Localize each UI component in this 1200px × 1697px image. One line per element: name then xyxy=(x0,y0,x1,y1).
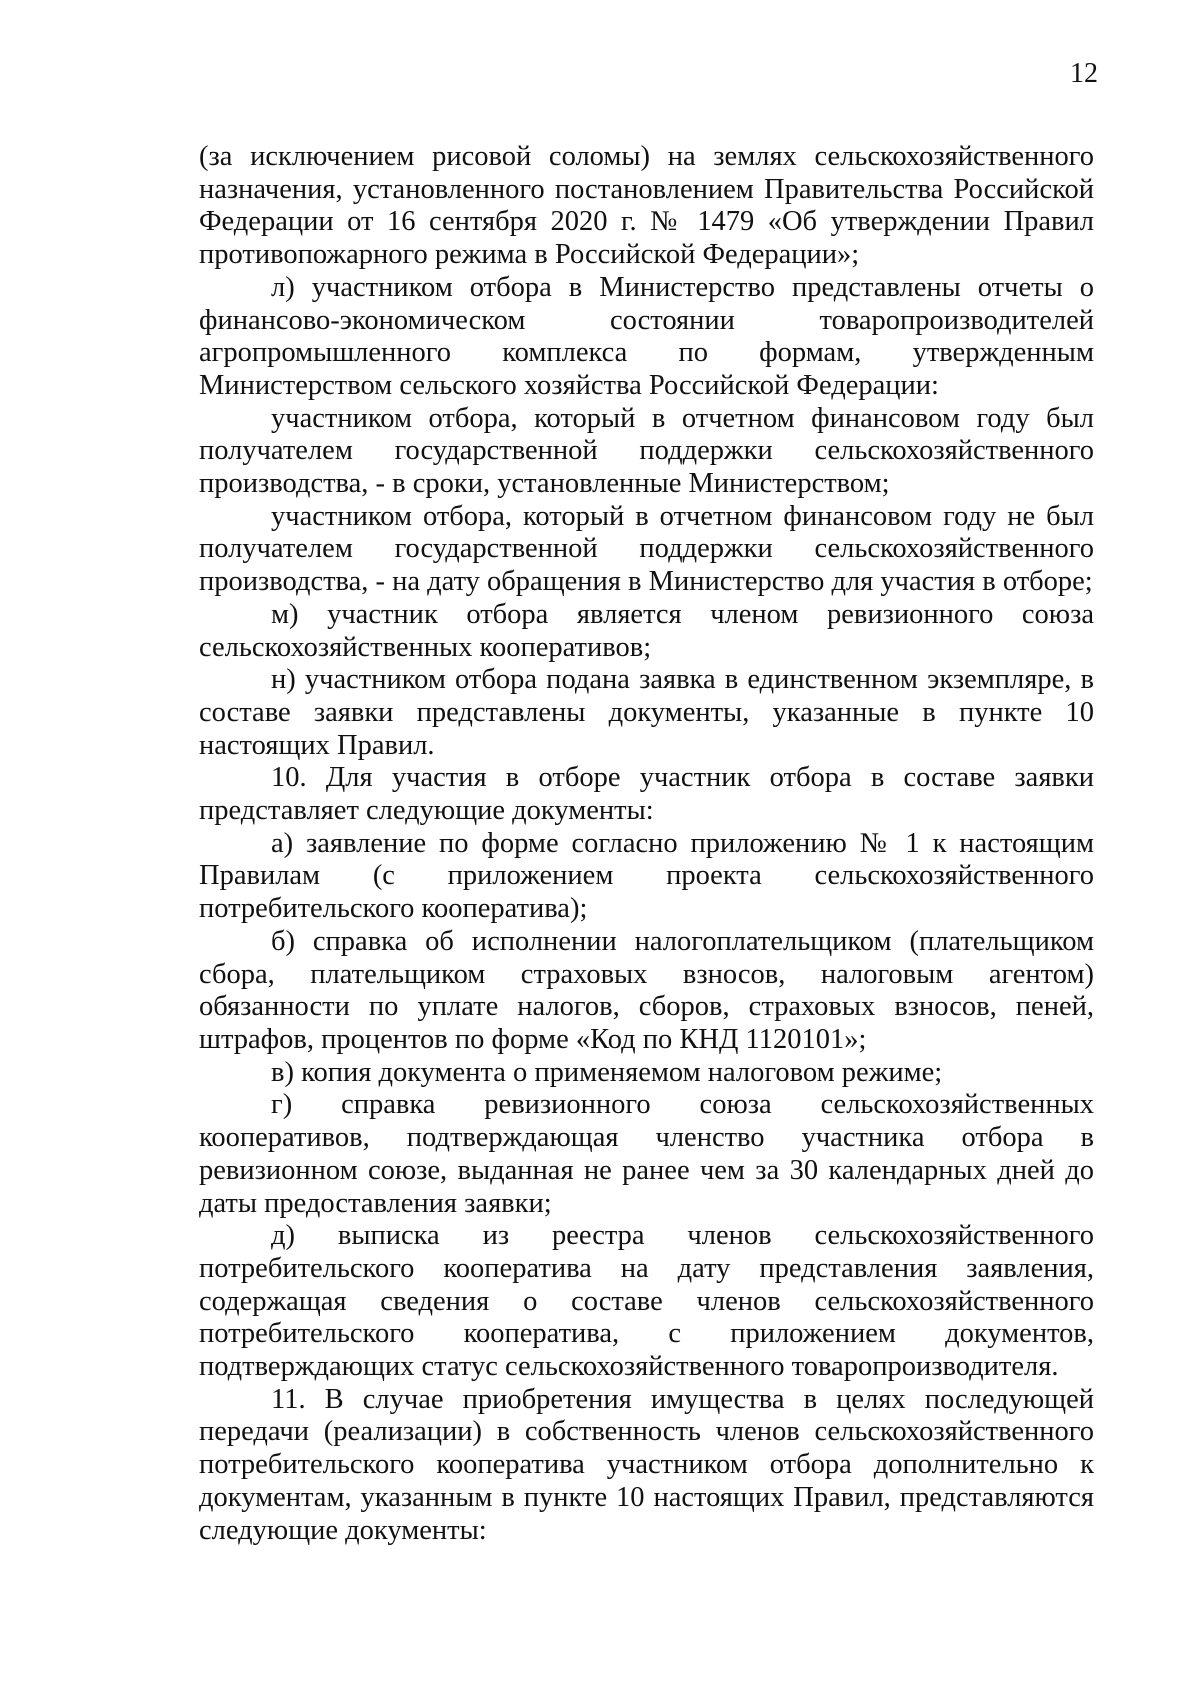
paragraph-non-recipient: участником отбора, который в отчетном финансовом году не был получателем государственной поддержки сельскохозяйственного производства, - на дату обращения в Министерство для участия в отборе; xyxy=(199,500,1094,598)
paragraph-10-d: д) выписка из реестра членов сельскохозяйственного потребительского кооператива на дату представления заявления, содержащая сведения о составе членов сельскохозяйственного потребительского кооператива, с приложением документов, подтверждающих статус сельскохозяйственного товаропроизводителя. xyxy=(199,1220,1094,1383)
paragraph-10-b: б) справка об исполнении налогоплательщиком (плательщиком сбора, плательщиком страховых взносов, налоговым агентом) обязанности по уплате налогов, сборов, страховых взносов, пеней, штрафов, процентов по форме «Код по КНД 1120101»; xyxy=(199,925,1094,1055)
paragraph-11: 11. В случае приобретения имущества в целях последующей передачи (реализации) в собственность членов сельскохозяйственного потребительского кооператива участником отбора дополнительно к документам, указанным в пункте 10 настоящих Правил, представляются следующие документы: xyxy=(199,1383,1094,1546)
paragraph-recipient: участником отбора, который в отчетном финансовом году был получателем государственной поддержки сельскохозяйственного производства, - в сроки, установленные Министерством; xyxy=(199,402,1094,500)
paragraph-m: м) участник отбора является членом ревизионного союза сельскохозяйственных кооперативов; xyxy=(199,598,1094,663)
paragraph-10-v: в) копия документа о применяемом налоговом режиме; xyxy=(271,1056,943,1088)
paragraph-10: 10. Для участия в отборе участник отбора в составе заявки представляет следующие документы: xyxy=(199,762,1094,827)
paragraph-10-g: г) справка ревизионного союза сельскохозяйственных кооперативов, подтверждающая членство участника отбора в ревизионном союзе, выданная не ранее чем за 30 календарных дней до даты предоставления заявки; xyxy=(199,1089,1094,1219)
paragraph-10-a: а) заявление по форме согласно приложению № 1 к настоящим Правилам (с приложением проекта сельскохозяйственного потребительского кооператива); xyxy=(199,827,1094,925)
paragraph-n: н) участником отбора подана заявка в единственном экземпляре, в составе заявки представлены документы, указанные в пункте 10 настоящих Правил. xyxy=(199,664,1094,761)
paragraph-l: л) участником отбора в Министерство представлены отчеты о финансово-экономическом состоянии товаропроизводителей агропромышленного комплекса по формам, утвержденным Министерством сельского хозяйства Российской Федерации: xyxy=(199,271,1094,401)
page-number: 12 xyxy=(1070,58,1098,89)
paragraph-intro-continuation: (за исключением рисовой соломы) на землях сельскохозяйственного назначения, установленного постановлением Правительства Российской Федерации от 16 сентября 2020 г. № 1479 «Об утверждении Правил противопожарного режима в Российской Федерации»; xyxy=(199,141,1094,271)
document-body xyxy=(199,141,1094,1547)
